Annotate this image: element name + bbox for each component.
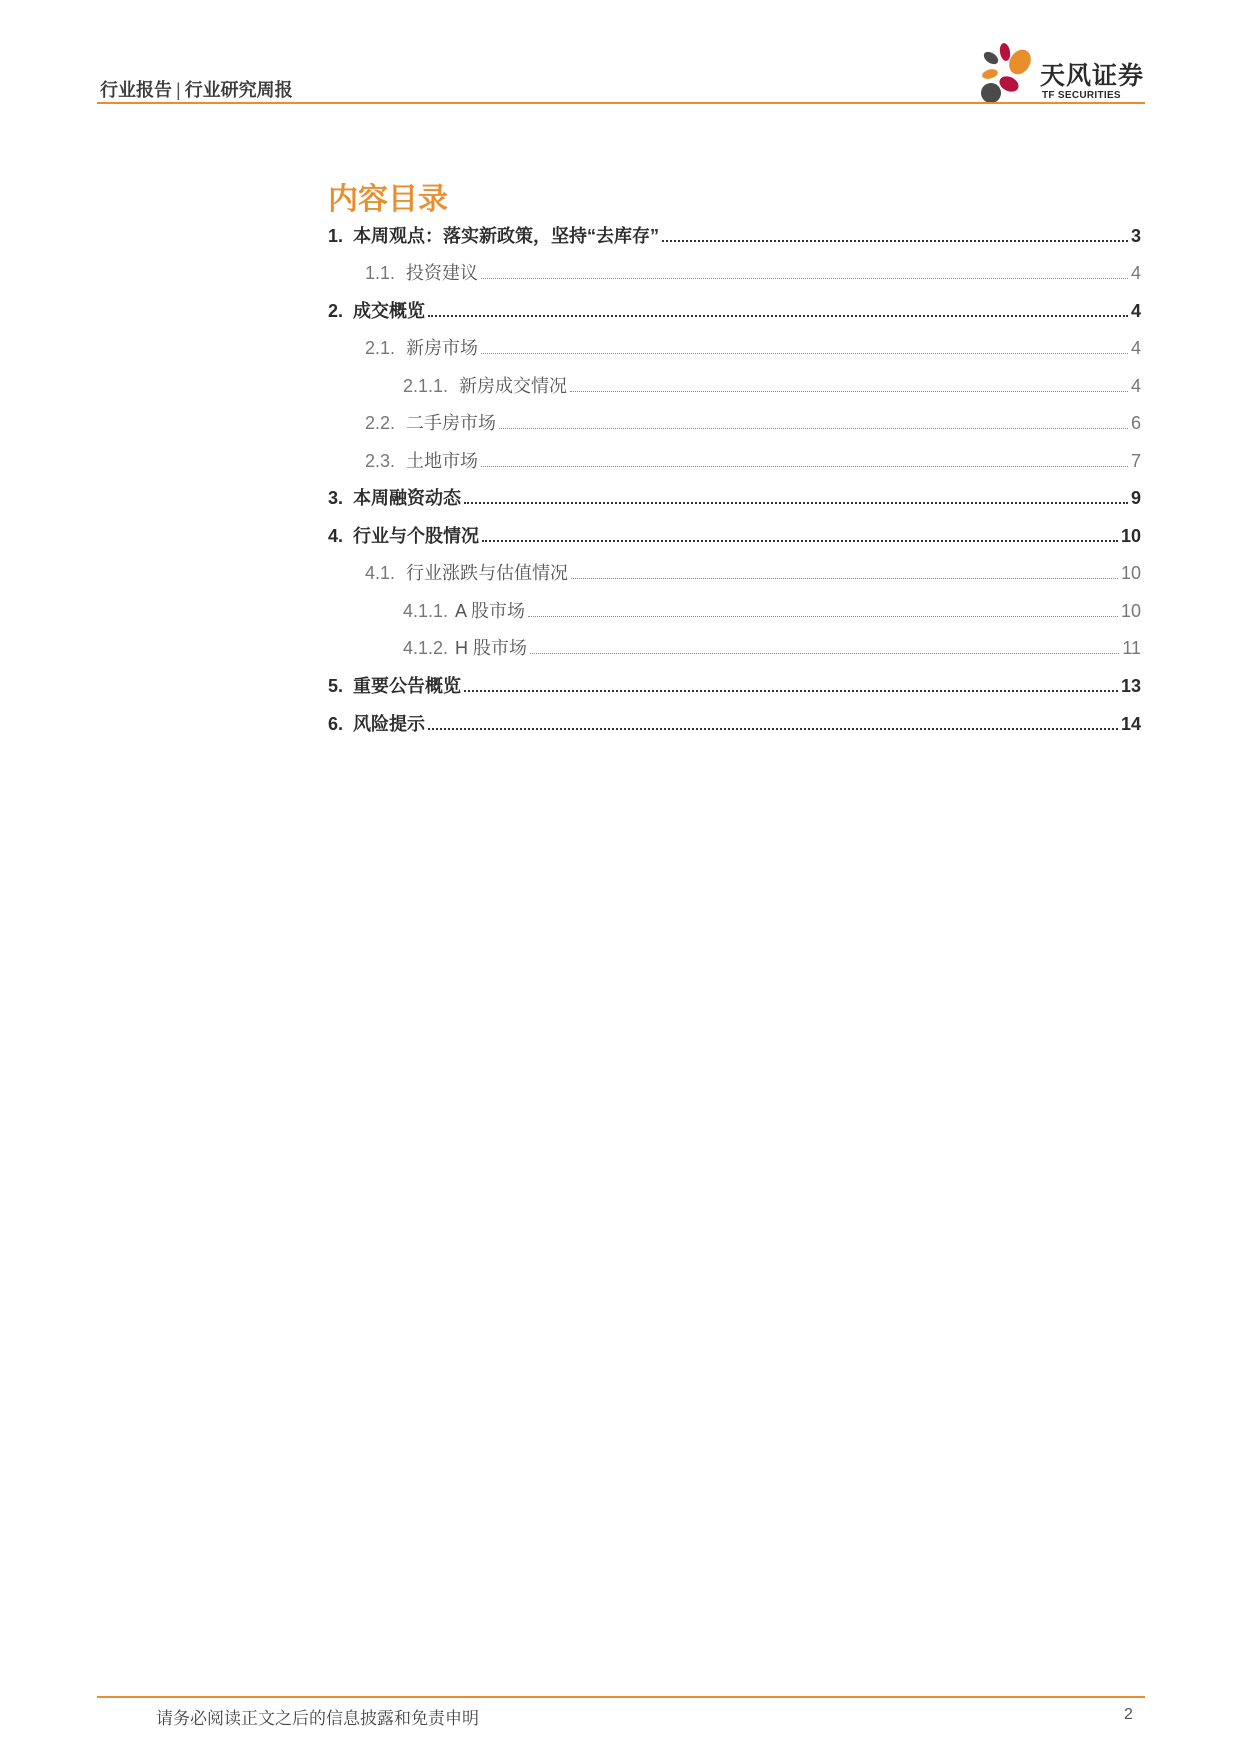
toc-entry-label: 重要公告概览 bbox=[353, 676, 462, 696]
toc-entry-label: 行业涨跌与估值情况 bbox=[406, 563, 569, 583]
toc-entry-label: 本周观点：落实新政策，坚持“去库存” bbox=[353, 226, 660, 246]
toc-entry[interactable] bbox=[403, 597, 1141, 623]
toc-leader-dots bbox=[481, 466, 1128, 467]
toc-entry-number: 2.1. bbox=[365, 338, 396, 358]
toc-entry-label: 新房成交情况 bbox=[459, 376, 568, 396]
toc-entry-number: 2.1.1. bbox=[403, 376, 449, 396]
toc-leader-dots bbox=[570, 391, 1128, 392]
logo-name-en: TF SECURITIES bbox=[1042, 90, 1121, 101]
footer-disclaimer: 请务必阅读正文之后的信息披露和免责申明 bbox=[156, 1709, 479, 1728]
header-separator: | bbox=[176, 80, 181, 100]
toc-entry-label: A 股市场 bbox=[455, 601, 526, 621]
header-divider bbox=[97, 102, 1145, 104]
toc-entry-number: 2.3. bbox=[365, 451, 396, 471]
toc-leader-dots bbox=[464, 690, 1118, 692]
toc-leader-dots bbox=[528, 616, 1118, 617]
toc-entry[interactable] bbox=[403, 372, 1141, 398]
toc-entry-page: 3 bbox=[1130, 226, 1141, 246]
toc-entry-label: 投资建议 bbox=[406, 263, 479, 283]
toc-entry-number: 5. bbox=[328, 676, 344, 696]
toc-entry[interactable] bbox=[328, 710, 1141, 736]
toc-entry-number: 4. bbox=[328, 526, 344, 546]
toc-entry-number: 4.1. bbox=[365, 563, 396, 583]
toc-entry[interactable] bbox=[328, 672, 1141, 698]
toc-entry-page: 10 bbox=[1120, 526, 1141, 546]
toc-leader-dots bbox=[482, 540, 1118, 542]
toc-entry-label: 成交概览 bbox=[353, 301, 426, 321]
toc-entry-label: 风险提示 bbox=[353, 714, 426, 734]
report-series: 行业研究周报 bbox=[184, 80, 293, 100]
flower-logo-icon bbox=[974, 40, 1036, 108]
toc-entry-page: 11 bbox=[1122, 638, 1141, 658]
toc-leader-dots bbox=[499, 428, 1128, 429]
toc-leader-dots bbox=[481, 278, 1128, 279]
toc-entry-number: 4.1.1. bbox=[403, 601, 449, 621]
toc-entry-page: 13 bbox=[1120, 676, 1141, 696]
toc-title: 内容目录 bbox=[328, 183, 448, 216]
toc-entry[interactable] bbox=[365, 259, 1141, 285]
toc-entry-page: 4 bbox=[1130, 376, 1141, 396]
toc-entry-label: 土地市场 bbox=[406, 451, 479, 471]
toc-entry-page: 6 bbox=[1130, 413, 1141, 433]
toc-leader-dots bbox=[428, 315, 1128, 317]
toc-entry-number: 3. bbox=[328, 488, 344, 508]
footer-divider bbox=[97, 1696, 1145, 1698]
toc-entry-number: 1.1. bbox=[365, 263, 396, 283]
toc-entry-label: 行业与个股情况 bbox=[353, 526, 480, 546]
toc-entry-number: 4.1.2. bbox=[403, 638, 449, 658]
toc-entry[interactable] bbox=[365, 447, 1141, 473]
report-category bbox=[100, 76, 293, 102]
toc-entry-page: 14 bbox=[1120, 714, 1141, 734]
toc-leader-dots bbox=[464, 502, 1128, 504]
toc-entry-number: 6. bbox=[328, 714, 344, 734]
toc-entry[interactable] bbox=[365, 409, 1141, 435]
toc-leader-dots bbox=[428, 728, 1118, 730]
toc-entry[interactable] bbox=[328, 297, 1141, 323]
report-type: 行业报告 bbox=[100, 80, 172, 100]
toc-entry-page: 4 bbox=[1130, 263, 1141, 283]
page-number: 2 bbox=[1124, 1706, 1133, 1723]
toc-entry-number: 2. bbox=[328, 301, 344, 321]
toc-entry[interactable] bbox=[328, 522, 1141, 548]
toc-entry-number: 1. bbox=[328, 226, 344, 246]
toc-entry-page: 10 bbox=[1120, 601, 1141, 621]
toc-entry-label: 新房市场 bbox=[406, 338, 479, 358]
toc-entry-number: 2.2. bbox=[365, 413, 396, 433]
toc-entry-page: 4 bbox=[1130, 301, 1141, 321]
toc-entry-page: 9 bbox=[1130, 488, 1141, 508]
toc-entry-page: 4 bbox=[1130, 338, 1141, 358]
toc-entry[interactable] bbox=[403, 634, 1141, 660]
toc-entry-page: 10 bbox=[1120, 563, 1141, 583]
tf-securities-logo bbox=[974, 40, 1154, 108]
toc-leader-dots bbox=[571, 578, 1118, 579]
toc-entry[interactable] bbox=[328, 222, 1141, 248]
toc-entry-label: 本周融资动态 bbox=[353, 488, 462, 508]
toc-entry[interactable] bbox=[365, 559, 1141, 585]
toc-entry-label: 二手房市场 bbox=[406, 413, 497, 433]
toc-leader-dots bbox=[662, 240, 1128, 242]
toc-entry-label: H 股市场 bbox=[455, 638, 528, 658]
toc-entry[interactable] bbox=[365, 334, 1141, 360]
logo-name-cn: 天风证券 bbox=[1040, 62, 1145, 90]
toc-entry[interactable] bbox=[328, 484, 1141, 510]
toc-leader-dots bbox=[530, 653, 1119, 654]
toc-entry-page: 7 bbox=[1130, 451, 1141, 471]
toc-leader-dots bbox=[481, 353, 1128, 354]
